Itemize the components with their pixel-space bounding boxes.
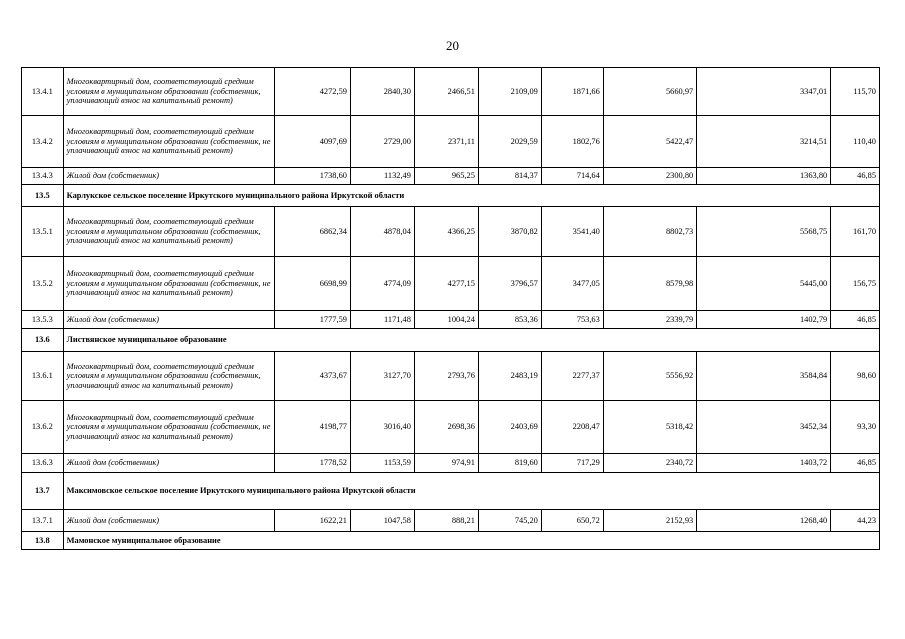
value-cell: 2466,51: [414, 68, 478, 116]
row-code: 13.8: [22, 532, 64, 550]
value-cell: 1778,52: [274, 454, 350, 473]
value-cell: 161,70: [831, 207, 880, 257]
value-cell: 5568,75: [697, 207, 831, 257]
value-cell: 3584,84: [697, 352, 831, 401]
table-row: [22, 168, 880, 185]
value-cell: 1402,79: [697, 311, 831, 329]
section-title: Карлукское сельское поселение Иркутского муниципального района Иркутской области: [63, 185, 879, 207]
page-number: 20: [446, 38, 459, 53]
row-code: 13.6: [22, 329, 64, 352]
value-cell: 819,60: [478, 454, 541, 473]
value-cell: 888,21: [414, 510, 478, 532]
row-code: 13.6.1: [22, 352, 64, 401]
value-cell: 4198,77: [274, 401, 350, 454]
value-cell: 98,60: [831, 352, 880, 401]
value-cell: 717,29: [541, 454, 603, 473]
value-cell: 1777,59: [274, 311, 350, 329]
table-row: [22, 352, 880, 401]
value-cell: 3541,40: [541, 207, 603, 257]
value-cell: 1153,59: [350, 454, 414, 473]
value-cell: 2029,59: [478, 116, 541, 168]
value-cell: 6862,34: [274, 207, 350, 257]
table-row: [22, 510, 880, 532]
value-cell: 3347,01: [697, 68, 831, 116]
section-row: [22, 532, 880, 550]
value-cell: 3127,70: [350, 352, 414, 401]
value-cell: 745,20: [478, 510, 541, 532]
value-cell: 3477,05: [541, 257, 603, 311]
value-cell: 2339,79: [603, 311, 696, 329]
value-cell: 5556,92: [603, 352, 696, 401]
value-cell: 2371,11: [414, 116, 478, 168]
value-cell: 5445,00: [697, 257, 831, 311]
value-cell: 4878,04: [350, 207, 414, 257]
value-cell: 3452,34: [697, 401, 831, 454]
value-cell: 2840,30: [350, 68, 414, 116]
value-cell: 2403,69: [478, 401, 541, 454]
value-cell: 4774,09: [350, 257, 414, 311]
value-cell: 8579,98: [603, 257, 696, 311]
value-cell: 2729,00: [350, 116, 414, 168]
table-row: [22, 401, 880, 454]
value-cell: 1871,66: [541, 68, 603, 116]
value-cell: 3016,40: [350, 401, 414, 454]
section-title: Листвянское муниципальное образование: [63, 329, 879, 352]
tariff-table: [21, 67, 880, 550]
value-cell: 2483,19: [478, 352, 541, 401]
value-cell: 2208,47: [541, 401, 603, 454]
value-cell: 974,91: [414, 454, 478, 473]
value-cell: 2698,36: [414, 401, 478, 454]
row-description: Жилой дом (собственник): [63, 311, 274, 329]
value-cell: 46,85: [831, 311, 880, 329]
value-cell: 4366,25: [414, 207, 478, 257]
row-code: 13.5.1: [22, 207, 64, 257]
value-cell: 4373,67: [274, 352, 350, 401]
value-cell: 6698,99: [274, 257, 350, 311]
value-cell: 1132,49: [350, 168, 414, 185]
row-description: Жилой дом (собственник): [63, 454, 274, 473]
value-cell: 4272,59: [274, 68, 350, 116]
row-description: Жилой дом (собственник): [63, 510, 274, 532]
value-cell: 2109,09: [478, 68, 541, 116]
row-code: 13.5.3: [22, 311, 64, 329]
row-code: 13.5: [22, 185, 64, 207]
value-cell: 2277,37: [541, 352, 603, 401]
value-cell: 753,63: [541, 311, 603, 329]
row-code: 13.4.3: [22, 168, 64, 185]
row-code: 13.4.2: [22, 116, 64, 168]
value-cell: 110,40: [831, 116, 880, 168]
value-cell: 1171,48: [350, 311, 414, 329]
table-row: [22, 116, 880, 168]
section-row: [22, 329, 880, 352]
value-cell: 5660,97: [603, 68, 696, 116]
value-cell: 3870,82: [478, 207, 541, 257]
value-cell: 46,85: [831, 168, 880, 185]
row-code: 13.6.2: [22, 401, 64, 454]
table-row: [22, 68, 880, 116]
value-cell: 3214,51: [697, 116, 831, 168]
value-cell: 156,75: [831, 257, 880, 311]
row-description: Жилой дом (собственник): [63, 168, 274, 185]
value-cell: 714,64: [541, 168, 603, 185]
row-description: Многоквартирный дом, соответствующий средним условиям в муниципальном образовании (собственник, не уплачивающий взнос на капитальный ремонт): [63, 257, 274, 311]
row-description: Многоквартирный дом, соответствующий средним условиям в муниципальном образовании (собственник, не уплачивающий взнос на капитальный ремонт): [63, 116, 274, 168]
table-row: [22, 454, 880, 473]
value-cell: 3796,57: [478, 257, 541, 311]
value-cell: 46,85: [831, 454, 880, 473]
value-cell: 1403,72: [697, 454, 831, 473]
value-cell: 1738,60: [274, 168, 350, 185]
value-cell: 2300,80: [603, 168, 696, 185]
row-code: 13.7.1: [22, 510, 64, 532]
value-cell: 2152,93: [603, 510, 696, 532]
table-row: [22, 207, 880, 257]
value-cell: 1004,24: [414, 311, 478, 329]
value-cell: 853,36: [478, 311, 541, 329]
value-cell: 115,70: [831, 68, 880, 116]
row-description: Многоквартирный дом, соответствующий средним условиям в муниципальном образовании (собственник, уплачивающий взнос на капитальный ремонт): [63, 68, 274, 116]
value-cell: 2340,72: [603, 454, 696, 473]
value-cell: 814,37: [478, 168, 541, 185]
row-description: Многоквартирный дом, соответствующий средним условиям в муниципальном образовании (собственник, уплачивающий взнос на капитальный ремонт): [63, 207, 274, 257]
value-cell: 1363,80: [697, 168, 831, 185]
table-body: [22, 68, 880, 550]
section-title: Максимовское сельское поселение Иркутского муниципального района Иркутской области: [63, 473, 879, 510]
row-code: 13.4.1: [22, 68, 64, 116]
value-cell: 4277,15: [414, 257, 478, 311]
value-cell: 1802,76: [541, 116, 603, 168]
value-cell: 965,25: [414, 168, 478, 185]
value-cell: 1268,40: [697, 510, 831, 532]
section-row: [22, 185, 880, 207]
table-row: [22, 311, 880, 329]
value-cell: 5422,47: [603, 116, 696, 168]
value-cell: 2793,76: [414, 352, 478, 401]
value-cell: 1622,21: [274, 510, 350, 532]
value-cell: 8802,73: [603, 207, 696, 257]
value-cell: 4097,69: [274, 116, 350, 168]
value-cell: 650,72: [541, 510, 603, 532]
value-cell: 5318,42: [603, 401, 696, 454]
row-code: 13.7: [22, 473, 64, 510]
value-cell: 93,30: [831, 401, 880, 454]
row-code: 13.5.2: [22, 257, 64, 311]
table-row: [22, 257, 880, 311]
value-cell: 44,23: [831, 510, 880, 532]
section-title: Мамонское муниципальное образование: [63, 532, 879, 550]
row-code: 13.6.3: [22, 454, 64, 473]
row-description: Многоквартирный дом, соответствующий средним условиям в муниципальном образовании (собственник, не уплачивающий взнос на капитальный ремонт): [63, 401, 274, 454]
section-row: [22, 473, 880, 510]
row-description: Многоквартирный дом, соответствующий средним условиям в муниципальном образовании (собственник, уплачивающий взнос на капитальный ремонт): [63, 352, 274, 401]
value-cell: 1047,58: [350, 510, 414, 532]
